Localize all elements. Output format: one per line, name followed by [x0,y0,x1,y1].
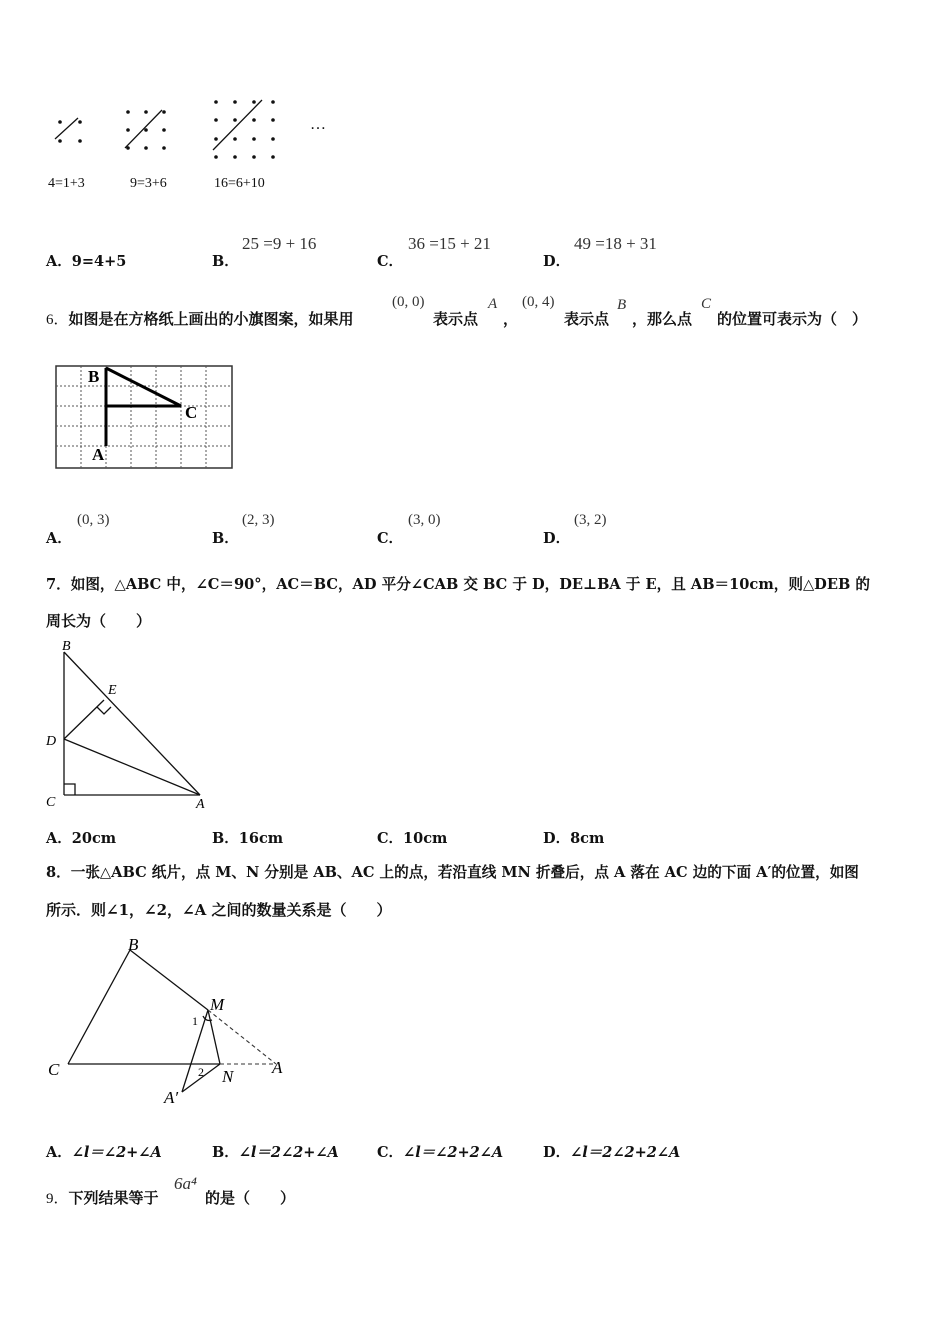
option-text: 16cm [238,830,284,847]
label-angle-1: 1 [192,1014,198,1028]
dot-pattern-2 [125,110,166,150]
option-letter: A． [46,1144,72,1161]
q5-option-c-text: 36 =15 + 21 [408,234,491,253]
q8-option-c[interactable] [377,1141,503,1162]
flag-grid-svg [52,362,238,472]
q5-option-a[interactable] [46,250,126,271]
option-letter: B． [212,530,239,547]
q5-ellipsis: … [310,116,326,133]
q9-stem [46,1187,159,1208]
option-letter: B． [212,253,239,270]
label-e: E [108,683,117,698]
q6-stem-part: 如图是在方格纸上画出的小旗图案，如果用 [68,310,354,328]
label-a: A [272,1058,283,1077]
q7-stem-line-2: 周长为（ ） [46,612,152,630]
q6-point-c: C [701,296,712,312]
q7-option-a[interactable] [46,827,116,848]
option-letter: B． [212,830,239,847]
q6-coord-2: (0, 4) [522,294,555,310]
label-c: C [46,795,56,810]
option-letter: C． [377,530,404,547]
q6-option-d-text: (3, 2) [574,512,607,528]
q6-option-b[interactable] [212,527,239,548]
q6-stem-part-3: 表示点 [564,310,610,328]
option-letter: A． [46,253,72,270]
q6-option-a-text: (0, 3) [77,512,110,528]
q7-option-b[interactable] [212,827,283,848]
q6-point-b: B [617,297,627,313]
q6-option-c[interactable] [377,527,403,548]
option-text: ∠l＝2∠2+2∠A [570,1144,681,1161]
q8-option-a[interactable] [46,1141,162,1162]
option-letter: A． [46,530,72,547]
label-n: N [222,1067,234,1086]
q7-option-c[interactable] [377,827,447,848]
option-letter: C． [377,253,404,270]
q6-stem-part-5: 的位置可表示为（ ） [717,310,868,328]
label-a-prime: A′ [164,1088,179,1107]
q6-flag-figure [52,362,238,476]
q8-stem-line-2: 所示．则∠1，∠2，∠A 之间的数量关系是（ ） [46,901,392,919]
option-letter: D． [543,530,571,547]
caption-2: 9=3+6 [130,176,167,191]
q6-option-a[interactable] [46,527,72,548]
q8-fold-figure [40,930,300,1114]
fold-triangle-svg [40,930,300,1110]
q9-stem-part-1: 下列结果等于 [68,1189,159,1207]
option-text: 10cm [403,830,448,847]
option-letter: B． [212,1144,239,1161]
label-b: B [128,935,139,954]
dot-pattern-1 [55,118,82,143]
label-d: D [46,734,57,749]
label-a: A [92,445,105,464]
label-a: A [196,797,205,812]
option-letter: D． [543,253,571,270]
label-angle-2: 2 [198,1065,204,1079]
label-b: B [88,367,100,386]
q8-option-d[interactable] [543,1141,680,1162]
option-letter: C． [377,1144,404,1161]
option-letter: A． [46,830,72,847]
option-text: 8cm [570,830,605,847]
q5-option-b-text: 25 =9 + 16 [242,234,317,253]
q6-option-c-text: (3, 0) [408,512,441,528]
q6-coord-1: (0, 0) [392,294,425,310]
q6-sep: ， [503,310,519,328]
q5-option-d[interactable] [543,250,570,271]
option-letter: D． [543,1144,571,1161]
label-c: C [48,1060,60,1079]
option-text: ∠l＝2∠2+∠A [238,1144,339,1161]
caption-1: 4=1+3 [48,176,85,191]
q6-option-d[interactable] [543,527,570,548]
dot-pattern-3 [213,100,275,159]
q5-option-b[interactable] [212,250,239,271]
q6-point-a: A [488,296,498,312]
option-text: ∠l＝∠2+∠A [71,1144,162,1161]
q8-option-b[interactable] [212,1141,339,1162]
q5-option-c[interactable] [377,250,403,271]
q7-stem-line-1: 7．如图，△ABC 中，∠C＝90°，AC＝BC，AD 平分∠CAB 交 BC 于 D，DE⊥BA 于 E，且 AB＝10cm，则△DEB 的 [46,576,870,593]
option-text: 9=4+5 [71,253,127,270]
q9-expression: 6a⁴ [174,1174,197,1193]
option-letter: C． [377,830,404,847]
q5-figure [40,88,340,208]
label-b: B [62,639,71,654]
option-text: 20cm [71,830,117,847]
label-m: M [210,995,225,1014]
q6-option-b-text: (2, 3) [242,512,275,528]
q6-stem [46,308,354,329]
q6-number: 6． [46,312,69,328]
q9-stem-part-2: 的是（ ） [205,1189,296,1207]
q8-stem-line-1: 8．一张△ABC 纸片，点 M、N 分别是 AB、AC 上的点，若沿直线 MN 折叠后，点 A 落在 AC 边的下面 A′的位置，如图 [46,864,859,881]
q7-triangle-figure [40,634,220,818]
q6-stem-part-2: 表示点 [433,310,479,328]
caption-3: 16=6+10 [214,176,265,191]
option-text: ∠l＝∠2+2∠A [403,1144,504,1161]
triangle-abc-svg [40,634,220,814]
q9-number: 9． [46,1191,69,1207]
q7-option-d[interactable] [543,827,604,848]
q6-stem-part-4: ，那么点 [632,310,693,328]
q5-option-d-text: 49 =18 + 31 [574,234,657,253]
option-letter: D． [543,830,571,847]
dot-patterns [40,88,340,168]
label-c: C [185,403,198,422]
